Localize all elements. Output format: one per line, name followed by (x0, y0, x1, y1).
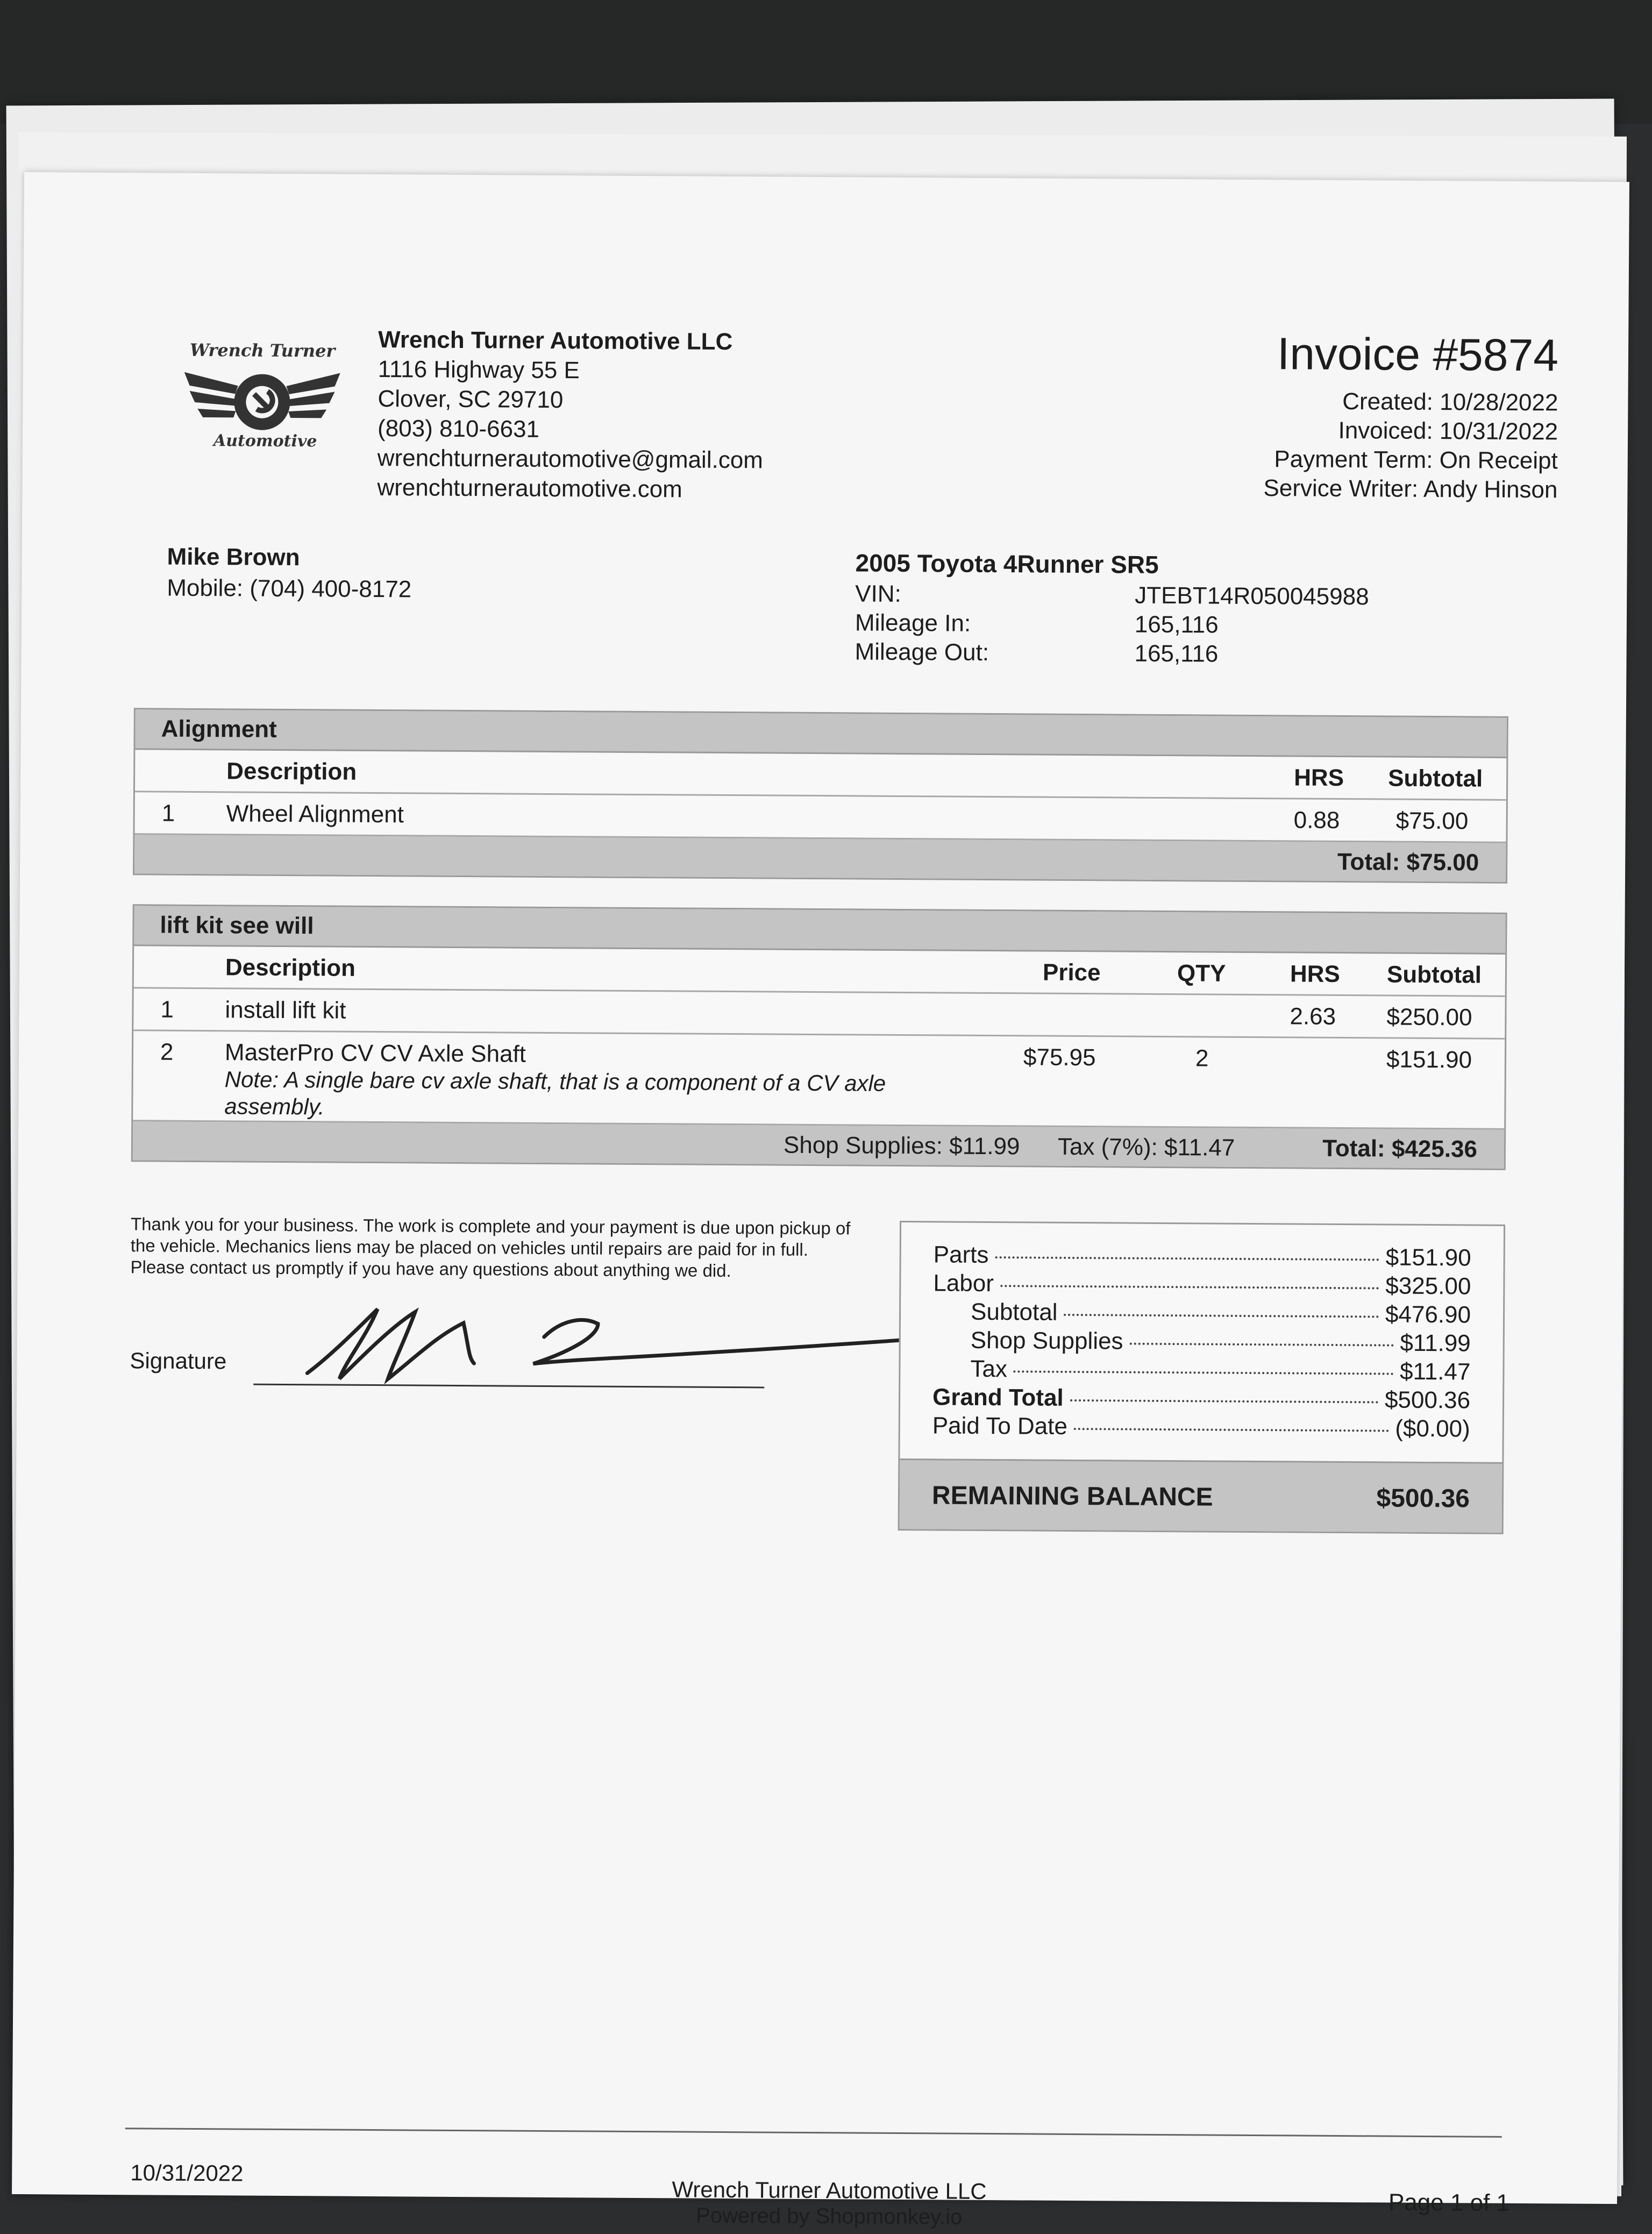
col-price: Price (1042, 959, 1101, 986)
customer-name: Mike Brown (167, 543, 300, 571)
col-qty: QTY (1177, 960, 1226, 987)
footer-page-number: Page 1 of 1 (1388, 2189, 1510, 2216)
footer-date: 10/31/2022 (130, 2160, 244, 2186)
job-total: Total: $75.00 (1337, 848, 1479, 876)
company-info (377, 325, 764, 504)
mileage-in-value: 165,116 (1134, 611, 1219, 638)
item-hrs: 2.63 (1290, 1003, 1336, 1030)
vehicle-mileage-in-row (855, 608, 1369, 641)
logo-text-bottom: Automotive (213, 431, 317, 451)
parts-value: $151.90 (1385, 1244, 1471, 1271)
item-subtotal: $250.00 (1386, 1004, 1472, 1031)
paid-label: Paid To Date (932, 1412, 1068, 1440)
item-number: 2 (160, 1038, 174, 1065)
item-qty: 2 (1195, 1045, 1209, 1072)
item-description: install lift kit (225, 997, 346, 1024)
thank-you-note: Thank you for your business. The work is complete and your payment is due upon pickup of the vehicle. Mechanics liens may be placed on vehicles until repairs are paid for in full. Please contact us promptly if you have any questions about anything we did. (130, 1214, 851, 1281)
tax-value: $11.47 (1399, 1358, 1471, 1385)
item-hrs: 0.88 (1293, 807, 1340, 834)
vin-value: JTEBT14R050045988 (1135, 582, 1369, 610)
company-email: wrenchturnerautomotive@gmail.com (377, 445, 764, 474)
mileage-out-value: 165,116 (1134, 640, 1219, 667)
summary-shop-supplies (971, 1327, 1471, 1357)
item-number: 1 (160, 996, 174, 1023)
item-note: Note: A single bare cv axle shaft, that is a component of a CV axle assembly. (224, 1066, 886, 1120)
summary-parts (934, 1241, 1471, 1271)
shop-supplies-label: Shop Supplies (970, 1327, 1123, 1355)
mileage-out-label: Mileage Out: (855, 638, 989, 666)
footer-company-name: Wrench Turner Automotive LLC (672, 2176, 987, 2204)
paid-value: ($0.00) (1395, 1415, 1470, 1442)
summary-grand-total (932, 1384, 1470, 1414)
vehicle-vin-row (855, 579, 1369, 611)
logo-text-top: Wrench Turner (189, 339, 336, 361)
company-name: Wrench Turner Automotive LLC (378, 326, 733, 355)
job-total: Total: $425.36 (1322, 1135, 1478, 1163)
job-title: lift kit see will (134, 906, 1505, 955)
handwritten-signature (296, 1298, 942, 1393)
tax-label: Tax (970, 1355, 1008, 1383)
parts-label: Parts (933, 1241, 989, 1268)
item-description-block (224, 1039, 978, 1125)
item-description: MasterPro CV CV Axle Shaft (224, 1039, 526, 1068)
mileage-in-label: Mileage In: (855, 609, 971, 637)
labor-label: Labor (933, 1270, 994, 1297)
job-title: Alignment (135, 709, 1506, 758)
item-number: 1 (161, 800, 175, 827)
vehicle-title: 2005 Toyota 4Runner SR5 (855, 549, 1159, 579)
col-hrs: HRS (1290, 961, 1340, 987)
vehicle-info (855, 548, 1369, 670)
invoice-service-writer: Service Writer: Andy Hinson (1263, 475, 1558, 503)
table-row (133, 1031, 1505, 1130)
invoice-meta (1263, 387, 1558, 504)
company-website: wrenchturnerautomotive.com (377, 474, 682, 503)
invoice-payment-term: Payment Term: On Receipt (1274, 446, 1558, 474)
col-description: Description (226, 758, 357, 785)
job-footer (134, 835, 1506, 882)
item-description: Wheel Alignment (226, 800, 404, 828)
col-subtotal: Subtotal (1388, 765, 1483, 792)
totals-summary (898, 1221, 1505, 1534)
customer-mobile: Mobile: (704) 400-8172 (167, 574, 412, 603)
grand-total-label: Grand Total (932, 1384, 1064, 1411)
vehicle-mileage-out-row (855, 637, 1369, 670)
vin-label: VIN: (855, 580, 901, 607)
job-shop-supplies: Shop Supplies: $11.99 (783, 1132, 1020, 1160)
invoice-invoiced: Invoiced: 10/31/2022 (1338, 417, 1558, 445)
invoice-page (12, 172, 1629, 2229)
grand-total-value: $500.36 (1384, 1386, 1471, 1414)
col-subtotal: Subtotal (1386, 961, 1482, 988)
customer-info (167, 542, 412, 606)
footer-company (657, 2176, 1002, 2230)
item-price: $75.95 (1023, 1044, 1096, 1071)
remaining-balance (900, 1458, 1503, 1533)
labor-value: $325.00 (1385, 1272, 1471, 1300)
wrench-gear-icon (173, 361, 351, 438)
signature-label: Signature (130, 1348, 227, 1374)
job-alignment (133, 708, 1508, 884)
company-address-1: 1116 Highway 55 E (378, 356, 580, 384)
subtotal-value: $476.90 (1385, 1301, 1471, 1328)
footer-powered-by: Powered by Shopmonkey.io (696, 2203, 963, 2229)
company-phone: (803) 810-6631 (377, 415, 540, 443)
company-address-2: Clover, SC 29710 (378, 386, 564, 414)
subtotal-label: Subtotal (970, 1298, 1058, 1326)
item-subtotal: $75.00 (1395, 807, 1469, 835)
job-lift-kit (131, 904, 1507, 1170)
shop-supplies-value: $11.99 (1400, 1329, 1471, 1357)
summary-subtotal (971, 1299, 1471, 1329)
col-hrs: HRS (1294, 764, 1344, 792)
item-subtotal: $151.90 (1386, 1046, 1472, 1073)
job-tax: Tax (7%): $11.47 (1057, 1133, 1235, 1161)
summary-labor (933, 1270, 1471, 1300)
invoice-title: Invoice #5874 (1277, 328, 1559, 381)
job-footer (133, 1121, 1504, 1169)
balance-label: REMAINING BALANCE (931, 1481, 1213, 1512)
balance-value: $500.36 (1376, 1484, 1470, 1513)
col-description: Description (225, 954, 356, 981)
company-logo (152, 339, 367, 469)
summary-paid (932, 1412, 1470, 1442)
invoice-created: Created: 10/28/2022 (1342, 388, 1558, 416)
footer-rule (125, 2128, 1502, 2138)
summary-tax (970, 1356, 1470, 1386)
